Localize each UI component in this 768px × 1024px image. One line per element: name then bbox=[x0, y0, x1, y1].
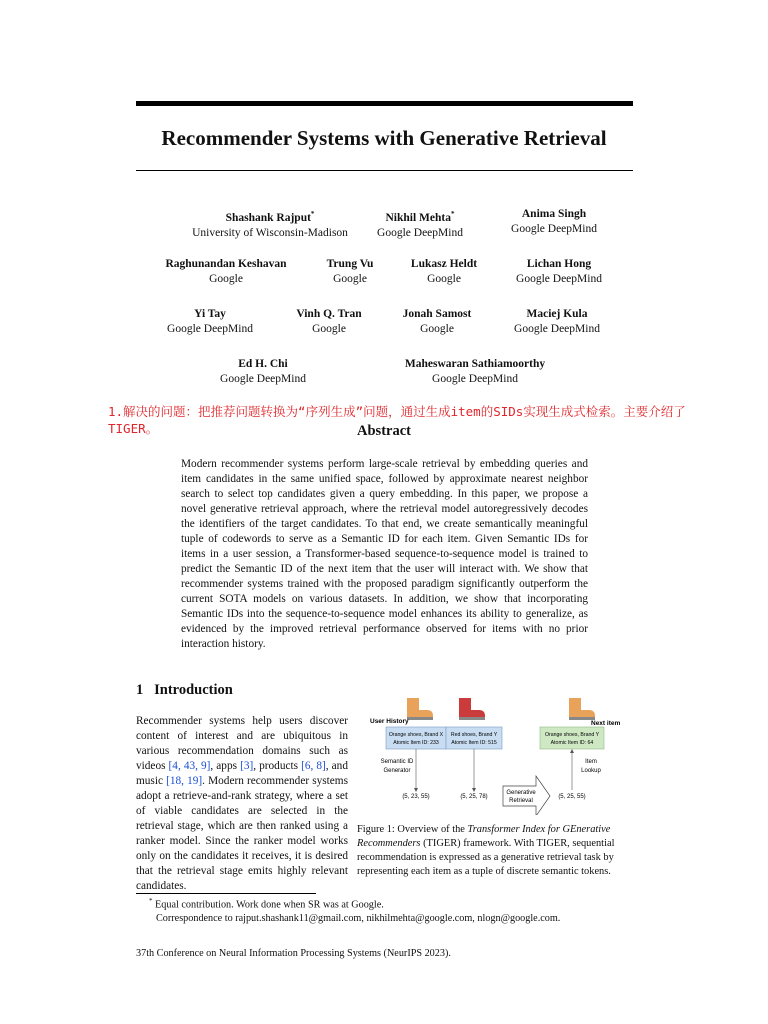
svg-text:Retrieval: Retrieval bbox=[509, 798, 533, 804]
author-affiliation: Google bbox=[312, 323, 346, 335]
author-affiliation: Google bbox=[420, 323, 454, 335]
author-name: Lukasz Heldt bbox=[410, 258, 478, 270]
semantic-id-tuple: (5, 25, 78) bbox=[460, 794, 488, 800]
semantic-id-tuple: (5, 23, 55) bbox=[402, 794, 430, 800]
author-name: Jonah Samost bbox=[402, 308, 472, 320]
author-entry bbox=[153, 357, 373, 387]
tiger-figure bbox=[355, 690, 635, 815]
next-item-label: Next item bbox=[591, 720, 621, 727]
svg-text:Item: Item bbox=[585, 759, 597, 765]
author-name: Maheswaran Sathiamoorthy bbox=[404, 358, 546, 370]
venue-footer: 37th Conference on Neural Information Processing Systems (NeurIPS 2023). bbox=[136, 948, 451, 959]
author-affiliation: Google DeepMind bbox=[377, 226, 463, 239]
author-affiliation: Google DeepMind bbox=[167, 323, 253, 335]
author-affiliation: Google DeepMind bbox=[516, 273, 602, 285]
citation-link[interactable]: [3] bbox=[240, 760, 254, 772]
author-entry bbox=[449, 257, 669, 287]
citation-link[interactable]: [4, 43, 9] bbox=[168, 760, 211, 772]
svg-text:Orange shoes, Brand Y: Orange shoes, Brand Y bbox=[544, 732, 600, 738]
author-entry bbox=[447, 307, 667, 337]
citation-link[interactable]: [18, 19] bbox=[166, 775, 203, 787]
author-affiliation: Google bbox=[427, 273, 461, 285]
author-name: Maciej Kula bbox=[526, 308, 588, 320]
svg-text:Generator: Generator bbox=[383, 768, 411, 774]
footnote: * Equal contribution. Work done when SR was at Google. Correspondence to rajput.shashank11@gmail.com, nikhilmehta@google.com, nlogn@google.com. bbox=[149, 897, 561, 924]
author-affiliation: Google DeepMind bbox=[514, 323, 600, 335]
svg-text:Atomic Item ID: 64: Atomic Item ID: 64 bbox=[550, 740, 594, 746]
shoe-icon-2 bbox=[459, 698, 485, 720]
svg-text:Orange shoes, Brand X: Orange shoes, Brand X bbox=[388, 732, 444, 738]
figure-caption: Figure 1: Overview of the Transformer Index for GEnerative Recommenders (TIGER) framework. With TIGER, sequential recommendation is expressed as a generative retrieval task by representing each item as a tuple of discrete semantic tokens. bbox=[357, 824, 615, 877]
author-entry bbox=[365, 357, 585, 387]
author-name: Yi Tay bbox=[194, 308, 226, 320]
svg-text:Generative: Generative bbox=[506, 790, 536, 796]
author-name: Vinh Q. Tran bbox=[296, 308, 362, 320]
author-name: Ed H. Chi bbox=[238, 358, 288, 370]
author-name: Nikhil Mehta* bbox=[385, 210, 455, 224]
title-rule-top bbox=[136, 101, 633, 106]
shoe-icon-3 bbox=[569, 698, 595, 720]
user-history-label: User History bbox=[370, 718, 409, 725]
svg-text:Atomic Item ID: 515: Atomic Item ID: 515 bbox=[451, 740, 497, 746]
section-title: Introduction bbox=[154, 682, 233, 698]
semantic-id-tuple: (5, 25, 55) bbox=[558, 794, 586, 800]
author-affiliation: University of Wisconsin-Madison bbox=[192, 226, 348, 239]
section-heading bbox=[136, 682, 233, 699]
svg-text:Lookup: Lookup bbox=[581, 768, 601, 774]
chinese-annotation: 1.解决的问题：把推荐问题转换为“序列生成”问题，通过生成item的SIDs实现生成式检索。主要介绍了TIGER。 bbox=[108, 404, 686, 436]
svg-text:Semantic ID: Semantic ID bbox=[380, 759, 414, 765]
author-name: Anima Singh bbox=[521, 208, 587, 220]
section-number: 1 bbox=[136, 682, 144, 698]
author-affiliation: Google bbox=[209, 273, 243, 285]
title-rule-bottom bbox=[136, 170, 633, 171]
citation-link[interactable]: [6, 8] bbox=[301, 760, 326, 772]
author-entry bbox=[444, 207, 664, 237]
author-affiliation: Google DeepMind bbox=[511, 223, 597, 235]
shoe-icon-1 bbox=[407, 698, 433, 720]
author-name: Lichan Hong bbox=[526, 258, 592, 270]
footnote-rule bbox=[136, 893, 316, 894]
paper-title: Recommender Systems with Generative Retrieval bbox=[161, 126, 607, 150]
author-name: Trung Vu bbox=[326, 258, 374, 270]
author-affiliation: Google bbox=[333, 273, 367, 285]
abstract-text: Modern recommender systems perform large-scale retrieval by embedding queries and item candidates in the same unified space, followed by approximate nearest neighbor search to select top candidates given a query embedding. In this paper, we propose a novel generative retrieval approach, where the retrieval model autoregressively decodes the identifiers of the target candidates. To that end, we create semantically meaningful tuple of codewords to serve as a Semantic ID for each item. Given Semantic IDs for items in a user session, a Transformer-based sequence-to-sequence model is trained to predict the Semantic ID of the next item that the user will interact with. We show that recommender systems trained with the proposed paradigm significantly outperform the current SOTA models on various datasets. In addition, we show that incorporating Semantic IDs into the sequence-to-sequence model enhances its ability to generalize, as evidenced by the improved retrieval performance observed for items with no prior interaction history. bbox=[181, 458, 588, 650]
author-affiliation: Google DeepMind bbox=[220, 373, 306, 385]
intro-paragraph: Recommender systems help users discover content of interest and are ubiquitous in various recommendation domains such as videos [4, 43, 9], apps [3], products [6, 8], and music [18, 19]. Modern recommender systems adopt a retrieve-and-rank strategy, where a set of viable candidates are selected in the retrieval stage, which are then ranked using a ranker model. Since the ranker model works only on the candidates it receives, it is desired that the retrieval stage emits highly relevant candidates. bbox=[136, 715, 348, 892]
author-name: Raghunandan Keshavan bbox=[165, 258, 287, 270]
author-name: Shashank Rajput* bbox=[225, 210, 315, 224]
svg-text:Red shoes, Brand Y: Red shoes, Brand Y bbox=[450, 732, 498, 738]
svg-text:Atomic Item ID: 233: Atomic Item ID: 233 bbox=[393, 740, 439, 746]
author-affiliation: Google DeepMind bbox=[432, 373, 518, 385]
abstract-heading: Abstract bbox=[357, 423, 411, 439]
